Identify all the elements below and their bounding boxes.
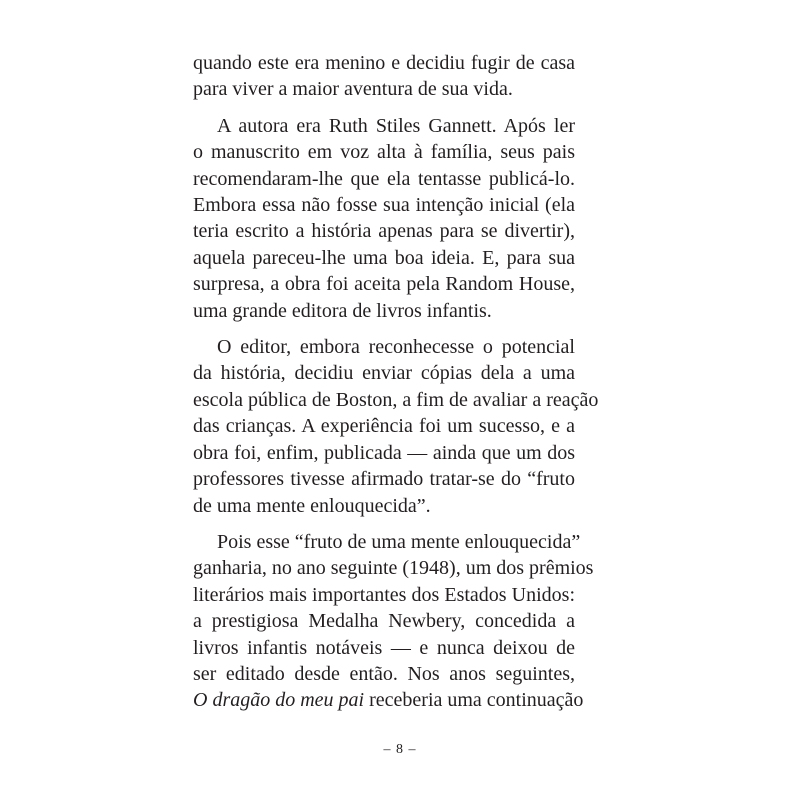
text-line: O editor, embora reconhecesse o potencial	[217, 336, 575, 359]
text-line: surpresa, a obra foi aceita pela Random House,	[193, 273, 575, 296]
text-line: uma grande editora de livros infantis.	[193, 299, 492, 322]
text-line: da história, decidiu enviar cópias dela a uma	[193, 362, 575, 385]
text-line: literários mais importantes dos Estados Unidos:	[193, 583, 575, 606]
paragraph-2	[193, 113, 575, 324]
text-line: recomendaram-lhe que ela tentasse publicá-lo.	[193, 167, 575, 190]
text-line: A autora era Ruth Stiles Gannett. Após ler	[217, 114, 575, 137]
page-number: – 8 –	[383, 742, 417, 757]
text-line: Embora essa não fosse sua intenção inicial (ela	[193, 194, 575, 217]
text-line: o manuscrito em voz alta à família, seus pais	[193, 141, 575, 164]
text-line: obra foi, enfim, publicada — ainda que um dos	[193, 441, 575, 464]
text-line	[193, 687, 584, 713]
text-line: de uma mente enlouquecida”.	[193, 494, 431, 517]
book-title-italic: O dragão do meu pai	[193, 689, 365, 712]
text-line: escola pública de Boston, a fim de avaliar a reação	[193, 388, 599, 411]
paragraph-3	[193, 334, 599, 519]
text-line: ganharia, no ano seguinte (1948), um dos prêmios	[193, 557, 594, 580]
text-line: a prestigiosa Medalha Newbery, concedida a	[193, 610, 575, 633]
body-text	[193, 50, 599, 724]
text-line: Pois esse “fruto de uma mente enlouquecida”	[217, 530, 581, 553]
text-line-rest: receberia uma continuação	[364, 689, 584, 712]
text-line: livros infantis notáveis — e nunca deixou de	[193, 636, 575, 659]
text-line: teria escrito a história apenas para se divertir),	[193, 220, 575, 243]
text-line: das crianças. A experiência foi um sucesso, e a	[193, 415, 575, 438]
paragraph-1	[193, 50, 575, 103]
paragraph-4	[193, 529, 594, 714]
text-line: para viver a maior aventura de sua vida.	[193, 78, 513, 101]
text-line: aquela pareceu-lhe uma boa ideia. E, para sua	[193, 246, 575, 269]
text-line: quando este era menino e decidiu fugir de casa	[193, 52, 575, 74]
text-line: ser editado desde então. Nos anos seguintes,	[193, 662, 575, 685]
text-line: professores tivesse afirmado tratar-se do “fruto	[193, 468, 575, 491]
